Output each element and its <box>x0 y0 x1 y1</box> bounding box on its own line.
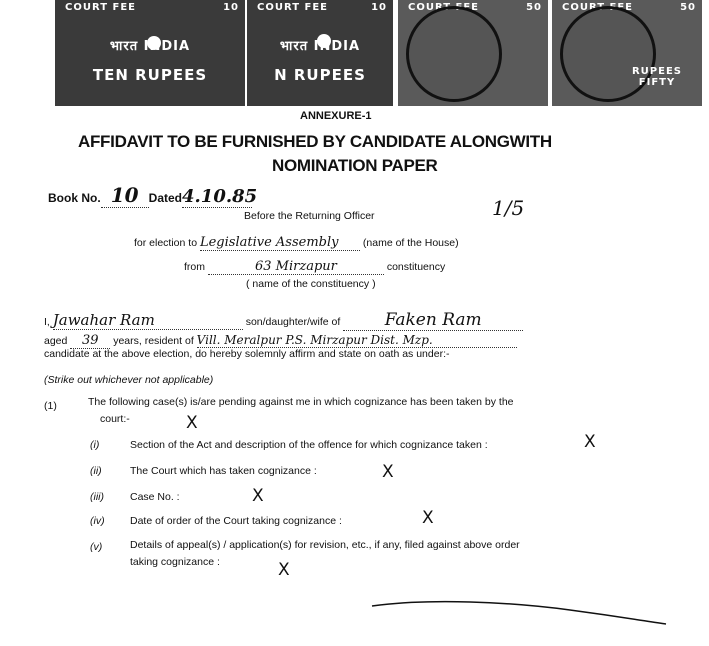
side-note: 1/5 <box>492 196 525 220</box>
sub-item-number: (iii) <box>90 491 104 503</box>
court-fee-stamp <box>552 0 704 106</box>
aged-row <box>44 333 517 349</box>
signature-stroke <box>370 594 670 634</box>
from-suffix: constituency <box>386 261 446 273</box>
sub-item-text: Case No. : <box>130 491 180 503</box>
court-fee-stamp <box>247 0 395 106</box>
resident-label: years, resident of <box>113 335 194 347</box>
election-suffix: (name of the House) <box>362 237 459 249</box>
before-officer: Before the Returning Officer <box>244 210 375 222</box>
relation-label: son/daughter/wife of <box>245 316 341 328</box>
parent-name: Faken Ram <box>343 310 523 331</box>
resident-value: Vill. Meralpur P.S. Mirzapur Dist. Mzp. <box>197 333 517 348</box>
from-prefix: from <box>184 261 205 273</box>
stamp-header: COURT FEE <box>408 2 480 13</box>
sub-item-number: (v) <box>90 541 103 553</box>
stamp-denomination: N RUPEES <box>274 66 366 84</box>
from-row <box>184 259 445 275</box>
item-number: (1) <box>44 400 57 412</box>
election-row <box>134 235 459 251</box>
stamp-header: COURT FEE <box>257 2 329 13</box>
book-label: Book No. <box>48 191 101 205</box>
cross-mark: X <box>584 432 596 452</box>
stamp-header: COURT FEE <box>562 2 634 13</box>
stamp-middle: भारत INDIA <box>279 39 361 54</box>
sub-item-number: (i) <box>90 439 100 451</box>
dated-label: Dated <box>148 191 183 205</box>
stamp-value: 50 <box>680 2 696 13</box>
stamp-value: 50 <box>526 2 542 13</box>
page-title: AFFIDAVIT TO BE FURNISHED BY CANDIDATE ALONGWITH <box>78 132 552 151</box>
age-value: 39 <box>70 333 110 349</box>
court-fee-stamp <box>55 0 247 106</box>
sub-item-text: Section of the Act and description of the offence for which cognizance taken : <box>130 439 488 451</box>
court-fee-stamp <box>398 0 550 106</box>
cross-mark: X <box>382 462 394 482</box>
stamp-header: COURT FEE <box>65 2 137 13</box>
page-title-line2: NOMINATION PAPER <box>272 156 438 175</box>
cross-mark: X <box>186 413 198 433</box>
stamp-denomination: RUPEES FIFTY <box>631 66 682 88</box>
stamp-value: 10 <box>371 2 387 13</box>
election-prefix: for election to <box>134 237 198 249</box>
book-value: 10 <box>101 183 149 208</box>
candidate-name: Jawahar Ram <box>53 311 243 330</box>
election-value: Legislative Assembly <box>200 235 360 251</box>
stamp-middle: भारत INDIA <box>109 39 191 54</box>
declaration: candidate at the above election, do hereby solemnly affirm and state on oath as under:- <box>44 348 450 360</box>
sub-item-text: The Court which has taken cognizance : <box>130 465 317 477</box>
i-label: I, <box>44 316 50 328</box>
candidate-row <box>44 310 523 331</box>
strike-note: (Strike out whichever not applicable) <box>44 374 214 386</box>
constituency-note: ( name of the constituency ) <box>246 278 376 290</box>
sub-item-text: Details of appeal(s) / application(s) for revision, etc., if any, filed against above order <box>130 539 520 551</box>
cross-mark: X <box>278 560 290 580</box>
sub-item-text-continued: taking cognizance : <box>130 556 220 568</box>
cross-mark: X <box>422 508 434 528</box>
sub-item-number: (iv) <box>90 515 105 527</box>
cross-mark: X <box>252 486 264 506</box>
book-number-row <box>48 183 258 208</box>
from-value: 63 Mirzapur <box>208 259 384 275</box>
aged-label: aged <box>44 335 68 347</box>
sub-item-number: (ii) <box>90 465 102 477</box>
item-text-continued: court:- <box>100 413 130 425</box>
stamp-value: 10 <box>223 2 239 13</box>
sub-item-text: Date of order of the Court taking cognizance : <box>130 515 342 527</box>
annexure-label: ANNEXURE-1 <box>300 110 372 122</box>
stamp-denomination: TEN RUPEES <box>92 66 208 84</box>
office-seal <box>406 6 502 102</box>
dated-value: 4.10.85 <box>182 186 258 207</box>
item-text: The following case(s) is/are pending against me in which cognizance has been taken by the <box>88 396 514 408</box>
